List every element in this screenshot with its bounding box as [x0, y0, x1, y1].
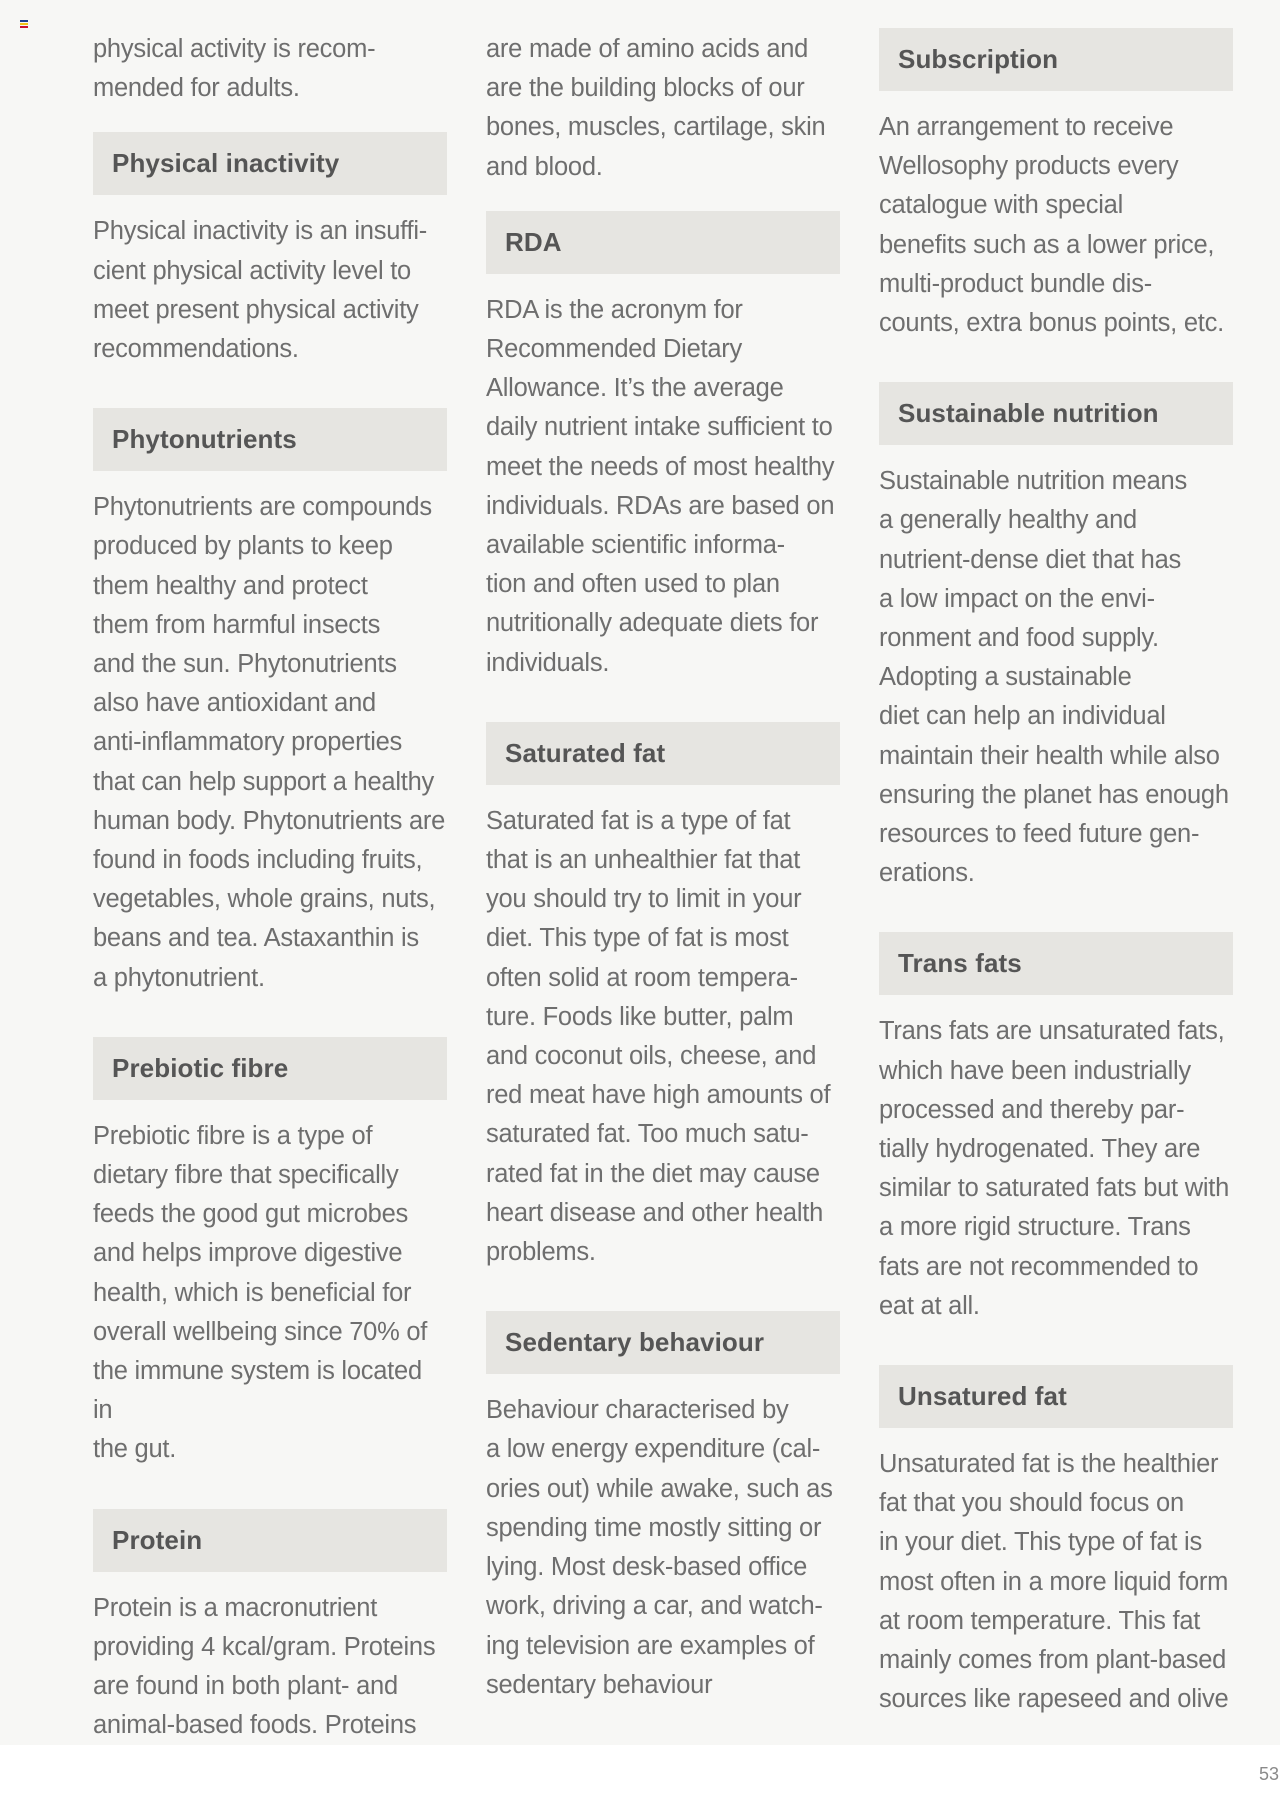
term-heading-sedentary-behaviour: Sedentary behaviour: [486, 1311, 840, 1374]
term-definition-sustainable-nutrition: Sustainable nutrition means a generally healthy and nutrient-dense diet that has a low impact on the envi- ronment and food supply. Adopting a sustainable diet can help an individual maintain their health while also ensuring the planet has enough resources to feed future gen- erations.: [879, 467, 1229, 888]
term-definition-trans-fats: Trans fats are unsaturated fats, which have been industrially processed and thereby par- tially hydrogenated. They are similar to saturated fats but with a more rigid structure. Trans fats are not recommended to eat at all.: [879, 1017, 1230, 1320]
glossary-column-2: [486, 0, 840, 1705]
glossary-column-1: [93, 0, 447, 1746]
term-heading-phytonutrients: Phytonutrients: [93, 408, 447, 471]
term-heading-subscription: Subscription: [879, 28, 1233, 91]
continued-text: are made of amino acids and are the building blocks of our bones, muscles, cartilage, skin and blood.: [486, 35, 826, 181]
glossary-column-3: [879, 0, 1233, 1720]
continued-text: physical activity is recom- mended for adults.: [93, 35, 376, 103]
flag-icon: [20, 20, 28, 27]
term-definition-physical-inactivity: Physical inactivity is an insuffi- cient physical activity level to meet present physical activity recommendations.: [93, 217, 427, 364]
page-number: 53: [1258, 1764, 1279, 1784]
term-heading-trans-fats: Trans fats: [879, 932, 1233, 995]
term-definition-subscription: An arrangement to receive Wellosophy products every catalogue with special benefits such as a lower price, multi-product bundle dis- counts, extra bonus points, etc.: [879, 113, 1224, 338]
term-heading-saturated-fat: Saturated fat: [486, 722, 840, 785]
flag-stripe-3: [20, 26, 28, 28]
term-heading-physical-inactivity: Physical inactivity: [93, 132, 447, 195]
term-heading-protein: Protein: [93, 1509, 447, 1572]
term-definition-unsatured-fat: Unsaturated fat is the healthier fat that you should focus on in your diet. This type of fat is most often in a more liquid form at room temperature. This fat mainly comes from plant-based sources like rapeseed and olive: [879, 1450, 1229, 1714]
term-definition-prebiotic-fibre: Prebiotic fibre is a type of dietary fibre that specifically feeds the good gut microbes and helps improve digestive health, which is beneficial for overall wellbeing since 70% of the immune system is located in the gut.: [93, 1121, 428, 1464]
term-heading-prebiotic-fibre: Prebiotic fibre: [93, 1037, 447, 1100]
term-definition-phytonutrients: Phytonutrients are compounds produced by plants to keep them healthy and protect them from harmful insects and the sun. Phytonutrients also have antioxidant and anti-inflammatory properties that can help support a healthy human body. Phytonutrients are found in foods including fruits, vegetables, whole grains, nuts, beans and tea. Astaxanthin is a phytonutrient.: [93, 493, 446, 992]
term-definition-sedentary-behaviour: Behaviour characterised by a low energy expenditure (cal- ories out) while awake, such as spending time mostly sitting or lying. Most desk-based office work, driving a car, and watch- ing television are examples of sedentary behaviour: [486, 1396, 833, 1699]
term-heading-unsatured-fat: Unsatured fat: [879, 1365, 1233, 1428]
term-definition-protein: Protein is a macronutrient providing 4 kcal/gram. Proteins are found in both plant- and animal-based foods. Proteins: [93, 1593, 436, 1740]
flag-stripe-1: [20, 20, 28, 22]
term-definition-rda: RDA is the acronym for Recommended Dietary Allowance. It’s the average daily nutrient intake sufficient to meet the needs of most healthy individuals. RDAs are based on available scientific informa- tion and often used to plan nutritionally adequate diets for individuals.: [486, 295, 835, 677]
term-heading-rda: RDA: [486, 211, 840, 274]
term-heading-sustainable-nutrition: Sustainable nutrition: [879, 382, 1233, 445]
flag-stripe-2: [20, 23, 28, 25]
term-definition-saturated-fat: Saturated fat is a type of fat that is an unhealthier fat that you should try to limit in your diet. This type of fat is most often solid at room tempera- ture. Foods like butter, palm and coconut oils, cheese, and red meat have high amounts of saturated fat. Too much satu- rated fat in the diet may cause heart disease and other health problems.: [486, 806, 831, 1267]
